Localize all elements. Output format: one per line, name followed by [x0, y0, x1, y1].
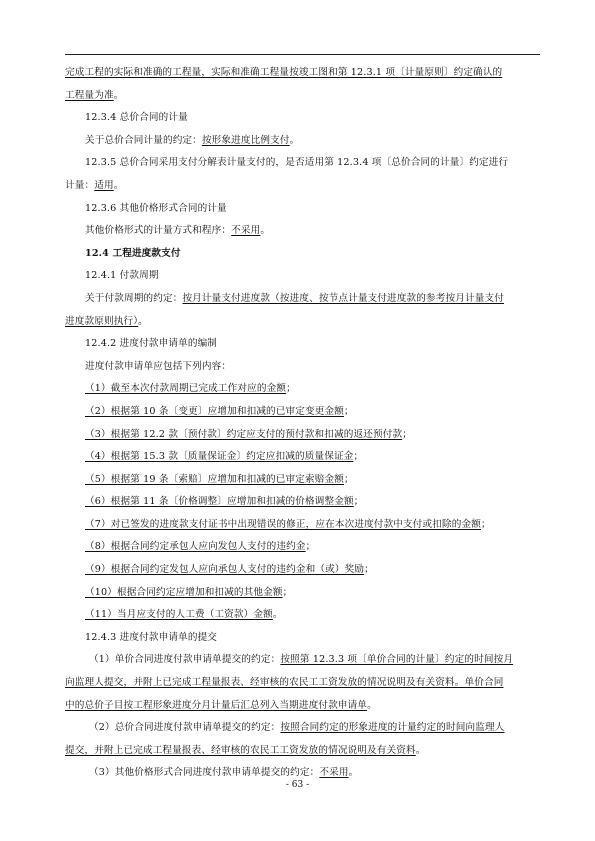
text-span: 。: [289, 134, 300, 146]
text-line: [65, 672, 540, 695]
text-line: [65, 649, 540, 672]
text-span: 12.3.6 其他价格形式合同的计量: [85, 202, 227, 214]
text-span: ；: [305, 541, 316, 553]
filled-term: （10）根据合同约定应增加和扣减的其他金额: [85, 586, 283, 598]
text-span: 12.4 工程进度款支付: [85, 247, 181, 259]
filled-term: （3）根据第 12.2 款〔预付款〕约定应支付的预付款和扣减的返还预付款: [85, 428, 403, 440]
filled-term: （11）当月应支付的人工费（工资款）金额: [85, 609, 273, 621]
text-span: 。: [260, 225, 271, 237]
filled-term: （7）对已签发的进度款支付证书中出现错误的修正，应在本次进度付款中支付或扣除的金额: [85, 518, 482, 530]
text-line: [65, 514, 540, 537]
text-span: （3）其他价格形式合同进度付款申请单提交的约定：: [89, 767, 320, 779]
text-span: 。: [272, 609, 283, 621]
filled-term: （6）根据第 11 条〔价格调整〕应增加和扣减的价格调整金额: [85, 496, 354, 508]
text-line: [65, 356, 540, 379]
text-span: 12.3.5 总价合同采用支付分解表计量支付的，是否适用第 12.3.4 项〔总价合同的计量〕约定进行: [85, 157, 509, 169]
text-line: [65, 243, 540, 266]
filled-term: （2）根据第 10 条〔变更〕应增加和扣减的已审定变更金额: [85, 405, 345, 417]
filled-term: 工程量为准: [65, 89, 114, 101]
header-rule: [65, 54, 540, 55]
text-span: （1）单价合同进度付款申请单提交的约定：: [89, 654, 281, 666]
text-line: [65, 220, 540, 243]
text-line: [65, 627, 540, 650]
filled-term: （4）根据第 15.3 款〔质量保证金〕约定应扣减的质量保证金: [85, 451, 354, 463]
text-span: 计量：: [65, 179, 95, 191]
text-line: [65, 446, 540, 469]
text-span: 关于付款周期的约定：: [85, 292, 183, 304]
text-line: [65, 130, 540, 153]
text-span: ；: [353, 451, 364, 463]
text-line: [65, 198, 540, 221]
filled-term: 提交，并附上已完成工程量报表、经审核的农民工工资发放的情况说明及有关资料: [65, 744, 416, 756]
text-line: [65, 695, 540, 718]
filled-term: （1）截至本次付款周期已完成工作对应的金额: [85, 383, 287, 395]
filled-term: 进度款原则执行）: [65, 315, 139, 327]
filled-term: 不采用: [231, 225, 261, 237]
text-span: 12.4.3 进度付款申请单的提交: [85, 631, 218, 643]
text-span: 。: [113, 179, 124, 191]
text-line: [65, 469, 540, 492]
text-span: 。: [138, 315, 148, 327]
text-span: 。: [113, 89, 124, 101]
text-span: ；: [282, 586, 293, 598]
text-span: ；: [353, 496, 364, 508]
text-line: [65, 401, 540, 424]
text-span: 。: [367, 699, 377, 711]
text-span: 。: [415, 744, 426, 756]
text-line: [65, 333, 540, 356]
filled-term: 不采用: [319, 767, 349, 779]
text-line: [65, 491, 540, 514]
text-line: [65, 740, 540, 763]
page-body: [65, 62, 540, 785]
text-line: [65, 582, 540, 605]
filled-term: 中的总价子目按工程形象进度分月计量后汇总列入当期进度付款申请单: [65, 699, 368, 711]
text-line: [65, 559, 540, 582]
text-line: [65, 604, 540, 627]
text-line: [65, 378, 540, 401]
filled-term: 完成工程的实际和准确的工程量，实际和准确工程量按竣工图和第 12.3.1 项〔计量原则〕约定确认的: [65, 67, 503, 78]
text-line: [65, 152, 540, 175]
text-span: 其他价格形式的计量方式和程序：: [85, 225, 232, 237]
filled-term: 按照第 12.3.3 项〔单价合同的计量〕约定的时间按月: [280, 654, 514, 666]
text-line: [65, 288, 540, 311]
text-span: 12.4.1 付款周期: [85, 270, 159, 282]
text-span: 12.3.4 总价合同的计量: [85, 112, 188, 124]
text-span: ；: [402, 428, 412, 440]
text-line: [65, 265, 540, 288]
text-span: ；: [364, 564, 374, 576]
text-span: 进度付款申请单应包括下列内容：: [85, 360, 232, 372]
text-line: [65, 424, 540, 447]
text-line: [65, 717, 540, 740]
page-number: - 63 -: [285, 780, 310, 790]
filled-term: 向监理人提交，并附上已完成工程量报表、经审核的农民工工资发放的情况说明及有关资料。单价合同: [65, 677, 504, 689]
filled-term: 按形象进度比例支付: [201, 134, 290, 146]
text-span: ；: [344, 473, 354, 485]
text-span: ；: [481, 518, 491, 530]
text-span: 。: [348, 767, 359, 779]
filled-term: 按照合同约定的形象进度的计量约定的时间向监理人: [280, 722, 505, 734]
filled-term: （5）根据第 19 条〔索赔〕应增加和扣减的已审定索赔金额: [85, 473, 345, 485]
text-line: [65, 311, 540, 334]
text-line: [65, 62, 540, 85]
filled-term: （8）根据合同约定承包人应向发包人支付的违约金: [85, 541, 306, 553]
text-span: ；: [286, 383, 296, 395]
text-line: [65, 175, 540, 198]
text-span: ；: [344, 405, 354, 417]
filled-term: （9）根据合同约定发包人应向承包人支付的违约金和（或）奖励: [85, 564, 365, 576]
text-line: [65, 107, 540, 130]
text-span: 关于总价合同计量的约定：: [85, 134, 202, 146]
filled-term: 按月计量支付进度款（按进度、按节点计量支付进度款的参考按月计量支付: [182, 292, 504, 304]
filled-term: 适用: [94, 179, 114, 191]
text-span: 12.4.2 进度付款申请单的编制: [85, 338, 218, 350]
text-line: [65, 536, 540, 559]
text-line: [65, 85, 540, 108]
text-span: （2）总价合同进度付款申请单提交的约定：: [89, 722, 281, 734]
